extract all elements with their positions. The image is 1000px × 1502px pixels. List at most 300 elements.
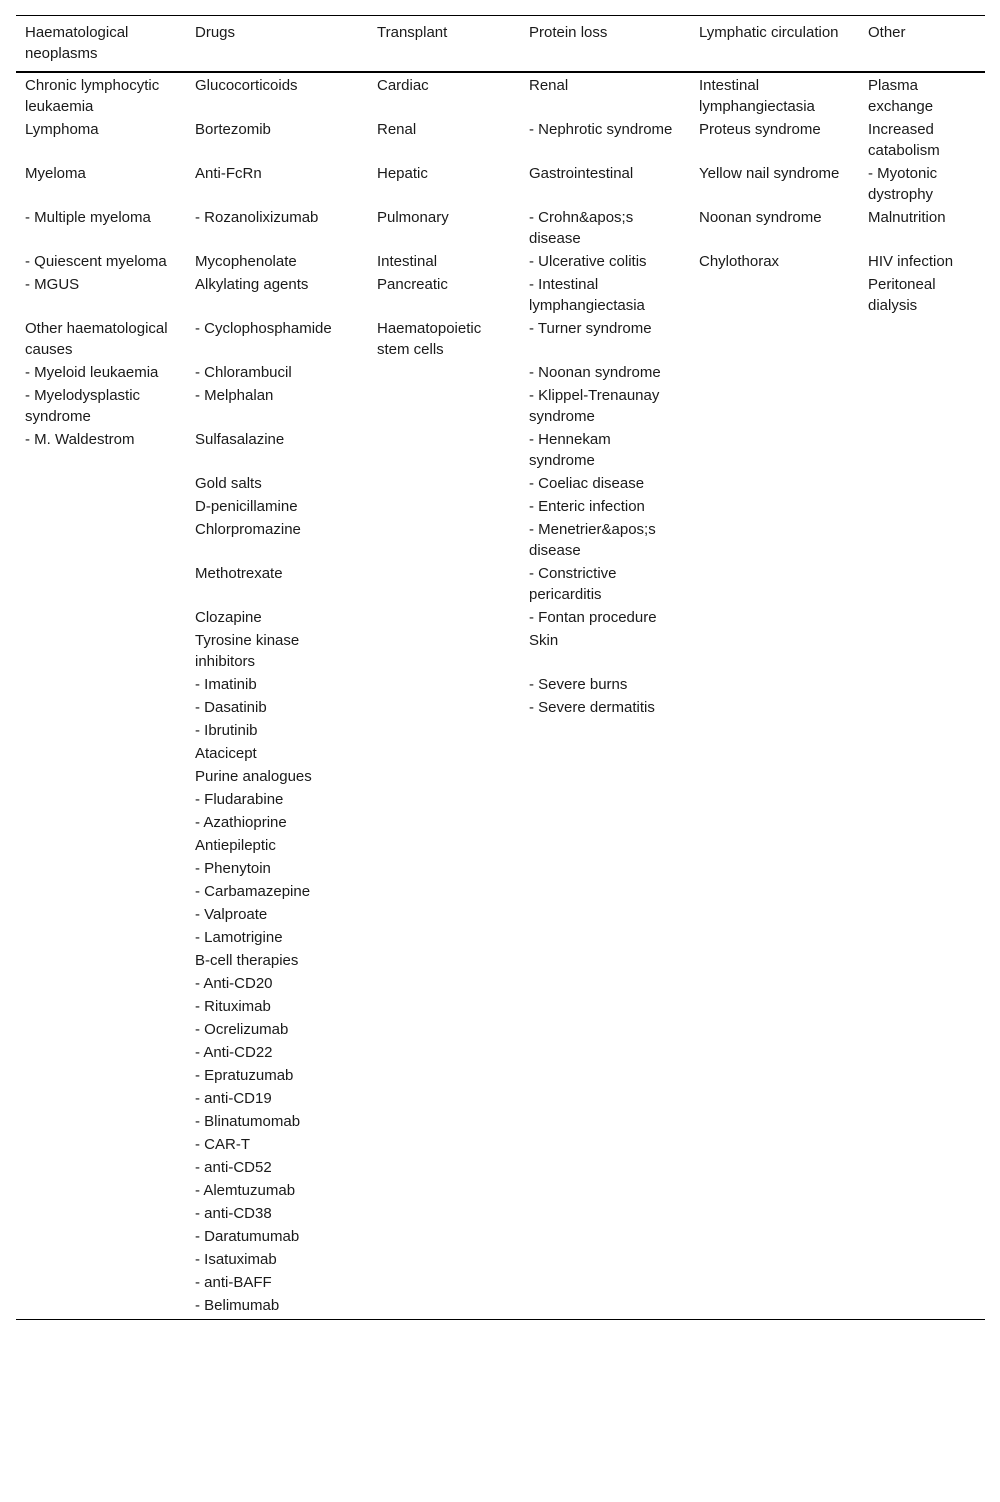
cell-protein-loss: - Intestinal lymphangiectasia [529,276,645,314]
cell-protein-loss: - Coeliac disease [529,475,645,492]
cell-haematological [16,673,186,696]
cell-transplant: Intestinal [377,253,438,270]
cell-transplant [368,562,520,606]
cell-lymphatic [690,880,859,903]
cell-transplant [368,811,520,834]
cell-protein-loss: - Severe dermatitis [529,699,655,716]
table-row [16,472,985,495]
cell-protein-loss [520,949,690,972]
table-row [16,1294,985,1320]
cell-haematological: - Myeloid leukaemia [25,364,159,381]
cell-lymphatic [690,1018,859,1041]
cell-drugs: - Isatuximab [195,1251,277,1268]
table-row [16,317,985,361]
cell-lymphatic [690,629,859,673]
cell-other: Peritoneal dialysis [868,276,936,314]
cell-lymphatic [690,788,859,811]
cell-transplant: Pulmonary [377,209,449,226]
cell-haematological: Myeloma [25,165,86,182]
cell-protein-loss: - Severe burns [529,676,628,693]
cell-protein-loss: - Enteric infection [529,498,645,515]
cell-transplant: Haematopoietic stem cells [377,320,482,358]
cell-other [859,1225,985,1248]
cell-transplant [368,472,520,495]
header-other: Other [868,24,906,41]
cell-lymphatic [690,742,859,765]
cell-other [859,834,985,857]
cell-lymphatic [690,428,859,472]
cell-lymphatic [690,606,859,629]
cell-transplant [368,995,520,1018]
cell-other [859,880,985,903]
cell-haematological [16,880,186,903]
cell-lymphatic [690,1248,859,1271]
cell-other [859,1133,985,1156]
cell-haematological [16,1225,186,1248]
cell-transplant [368,1248,520,1271]
cell-drugs: - Chlorambucil [195,364,292,381]
cell-haematological: Other haematological causes [25,320,168,358]
cell-protein-loss [520,1041,690,1064]
cell-lymphatic [690,1271,859,1294]
cell-transplant [368,949,520,972]
cell-drugs: - Cyclophosphamide [195,320,332,337]
cell-protein-loss: - Noonan syndrome [529,364,661,381]
cell-lymphatic [690,361,859,384]
table-row [16,1248,985,1271]
cell-lymphatic [690,834,859,857]
cell-transplant: Renal [377,121,417,138]
cell-haematological [16,472,186,495]
table-row [16,629,985,673]
cell-lymphatic [690,903,859,926]
cell-haematological [16,606,186,629]
cell-protein-loss: Renal [529,77,569,94]
cell-other [859,384,985,428]
cell-haematological: Chronic lymphocytic leukaemia [25,77,160,115]
cell-haematological [16,903,186,926]
cell-haematological [16,1248,186,1271]
cell-other [859,428,985,472]
table-row [16,1202,985,1225]
cell-other [859,1064,985,1087]
table-row [16,428,985,472]
cell-protein-loss [520,926,690,949]
cell-transplant [368,903,520,926]
cell-transplant [368,1087,520,1110]
header-row [16,16,985,73]
cell-drugs: - Dasatinib [195,699,267,716]
cell-lymphatic [690,1225,859,1248]
cell-lymphatic [690,1133,859,1156]
table-row [16,1041,985,1064]
table-row [16,834,985,857]
cell-other: - Myotonic dystrophy [868,165,938,203]
cell-other [859,1018,985,1041]
cell-haematological: - Myelodysplastic syndrome [25,387,141,425]
cell-lymphatic: Noonan syndrome [699,209,822,226]
cell-other [859,857,985,880]
cell-haematological: - M. Waldestrom [25,431,135,448]
cell-lymphatic [690,472,859,495]
cell-haematological [16,926,186,949]
cell-haematological [16,1294,186,1320]
cell-drugs: Purine analogues [195,768,312,785]
header-lymphatic-circulation: Lymphatic circulation [699,24,839,41]
cell-transplant [368,1133,520,1156]
cell-drugs: - Anti-CD22 [195,1044,273,1061]
cell-transplant [368,428,520,472]
cell-lymphatic: Yellow nail syndrome [699,165,840,182]
cell-haematological: - MGUS [25,276,80,293]
cell-drugs: Alkylating agents [195,276,309,293]
cell-lymphatic [690,811,859,834]
cell-other [859,1294,985,1320]
cell-protein-loss [520,1110,690,1133]
cell-lymphatic: Chylothorax [699,253,780,270]
table-row [16,518,985,562]
cell-lymphatic [690,765,859,788]
cell-drugs: Anti-FcRn [195,165,262,182]
cell-other [859,1248,985,1271]
cell-protein-loss: Gastrointestinal [529,165,634,182]
table-row [16,926,985,949]
cell-transplant [368,857,520,880]
table-row [16,495,985,518]
header-haematological-neoplasms: Haematological neoplasms [25,24,129,62]
cell-protein-loss: - Klippel-Trenaunay syndrome [529,387,660,425]
cell-drugs: Sulfasalazine [195,431,285,448]
cell-haematological [16,857,186,880]
cell-other [859,317,985,361]
cell-protein-loss: - Hennekam syndrome [529,431,611,469]
cell-haematological [16,1179,186,1202]
cell-transplant [368,742,520,765]
cell-haematological: Lymphoma [25,121,99,138]
cell-haematological: - Quiescent myeloma [25,253,167,270]
cell-haematological [16,949,186,972]
cell-transplant: Pancreatic [377,276,448,293]
cell-transplant [368,926,520,949]
cell-protein-loss [520,903,690,926]
table-row [16,880,985,903]
cell-drugs: - Phenytoin [195,860,271,877]
cell-transplant [368,719,520,742]
cell-transplant [368,765,520,788]
table-row [16,765,985,788]
cell-drugs: - Daratumumab [195,1228,300,1245]
cell-haematological [16,495,186,518]
cell-lymphatic [690,972,859,995]
cell-lymphatic [690,1087,859,1110]
cell-transplant [368,972,520,995]
cell-protein-loss [520,1294,690,1320]
cell-other: Plasma exchange [868,77,934,115]
cell-other [859,1087,985,1110]
cell-protein-loss: - Menetrier&apos;s disease [529,521,656,559]
table-row [16,384,985,428]
cell-other [859,972,985,995]
cell-drugs: Chlorpromazine [195,521,301,538]
cell-other [859,949,985,972]
cell-drugs: Methotrexate [195,565,283,582]
cell-protein-loss [520,834,690,857]
cell-transplant [368,1179,520,1202]
cell-protein-loss: - Nephrotic syndrome [529,121,673,138]
cell-other [859,1179,985,1202]
cell-drugs: - Carbamazepine [195,883,311,900]
cell-haematological [16,972,186,995]
cell-protein-loss [520,811,690,834]
cell-lymphatic [690,1156,859,1179]
cell-protein-loss [520,1271,690,1294]
cell-haematological [16,719,186,742]
cell-protein-loss [520,1156,690,1179]
cell-other [859,1202,985,1225]
cell-transplant [368,384,520,428]
cell-drugs: - anti-BAFF [195,1274,272,1291]
cell-transplant [368,606,520,629]
cell-haematological [16,1064,186,1087]
table-row [16,162,985,206]
cell-other [859,995,985,1018]
cell-transplant [368,1225,520,1248]
cell-protein-loss [520,1018,690,1041]
table-row [16,1271,985,1294]
cell-lymphatic [690,696,859,719]
cell-other [859,562,985,606]
table-row [16,250,985,273]
cell-other [859,629,985,673]
causes-table [16,15,985,1320]
cell-transplant: Hepatic [377,165,428,182]
table-row [16,1018,985,1041]
table-row [16,118,985,162]
cell-other [859,1110,985,1133]
header-drugs: Drugs [195,24,236,41]
cell-haematological [16,765,186,788]
cell-other [859,926,985,949]
cell-protein-loss [520,880,690,903]
cell-drugs: - Rituximab [195,998,271,1015]
cell-protein-loss [520,972,690,995]
table-row [16,719,985,742]
cell-lymphatic: Proteus syndrome [699,121,821,138]
cell-lymphatic [690,273,859,317]
cell-transplant [368,696,520,719]
cell-drugs: Glucocorticoids [195,77,298,94]
table-row [16,1087,985,1110]
cell-protein-loss [520,857,690,880]
cell-drugs: - Blinatumomab [195,1113,301,1130]
header-transplant: Transplant [377,24,448,41]
table-row [16,606,985,629]
table-body [16,72,985,1320]
cell-protein-loss: - Constrictive pericarditis [529,565,617,603]
cell-protein-loss [520,765,690,788]
cell-drugs: Bortezomib [195,121,271,138]
cell-drugs: Antiepileptic [195,837,276,854]
cell-protein-loss [520,788,690,811]
cell-transplant [368,1041,520,1064]
cell-protein-loss [520,1248,690,1271]
cell-lymphatic [690,857,859,880]
table-header [16,16,985,73]
cell-transplant: Cardiac [377,77,429,94]
table-row [16,811,985,834]
cell-drugs: D-penicillamine [195,498,298,515]
cell-drugs: - Valproate [195,906,268,923]
cell-lymphatic [690,1294,859,1320]
table-row [16,206,985,250]
cell-transplant [368,1156,520,1179]
cell-haematological [16,1271,186,1294]
cell-haematological [16,696,186,719]
cell-transplant [368,880,520,903]
cell-drugs: B-cell therapies [195,952,299,969]
cell-protein-loss [520,1202,690,1225]
cell-drugs: Tyrosine kinase inhibitors [195,632,300,670]
cell-drugs: - Azathioprine [195,814,287,831]
cell-drugs: - anti-CD52 [195,1159,272,1176]
table-row [16,1156,985,1179]
cell-drugs: - Lamotrigine [195,929,283,946]
cell-drugs: - anti-CD38 [195,1205,272,1222]
cell-lymphatic: Intestinal lymphangiectasia [699,77,815,115]
causes-table-container [16,15,985,1320]
cell-protein-loss: Skin [529,632,559,649]
cell-lymphatic [690,949,859,972]
cell-protein-loss: - Fontan procedure [529,609,657,626]
cell-protein-loss [520,1225,690,1248]
cell-protein-loss [520,1179,690,1202]
cell-haematological [16,1110,186,1133]
cell-haematological: - Multiple myeloma [25,209,151,226]
cell-lymphatic [690,926,859,949]
cell-transplant [368,629,520,673]
cell-drugs: - Ibrutinib [195,722,258,739]
cell-drugs: - Fludarabine [195,791,284,808]
table-row [16,972,985,995]
cell-other [859,606,985,629]
cell-other [859,903,985,926]
cell-drugs: Clozapine [195,609,262,626]
cell-haematological [16,788,186,811]
cell-lymphatic [690,1064,859,1087]
cell-protein-loss [520,1133,690,1156]
cell-transplant [368,1110,520,1133]
cell-lymphatic [690,1041,859,1064]
cell-lymphatic [690,495,859,518]
cell-haematological [16,995,186,1018]
cell-drugs: Gold salts [195,475,262,492]
cell-drugs: - Alemtuzumab [195,1182,296,1199]
cell-transplant [368,788,520,811]
cell-other: Malnutrition [868,209,946,226]
cell-protein-loss [520,1087,690,1110]
cell-other [859,742,985,765]
cell-other [859,673,985,696]
cell-transplant [368,361,520,384]
cell-drugs: - Rozanolixizumab [195,209,319,226]
cell-lymphatic [690,518,859,562]
cell-other [859,1041,985,1064]
cell-lymphatic [690,1179,859,1202]
cell-haematological [16,1156,186,1179]
cell-other [859,1271,985,1294]
cell-protein-loss: - Ulcerative colitis [529,253,647,270]
cell-transplant [368,1064,520,1087]
cell-haematological [16,742,186,765]
cell-transplant [368,1018,520,1041]
cell-haematological [16,629,186,673]
table-row [16,903,985,926]
cell-haematological [16,834,186,857]
cell-haematological [16,1133,186,1156]
cell-other [859,696,985,719]
cell-other [859,518,985,562]
cell-protein-loss [520,1064,690,1087]
cell-transplant [368,834,520,857]
cell-protein-loss [520,742,690,765]
cell-haematological [16,811,186,834]
table-row [16,788,985,811]
table-row [16,72,985,118]
cell-protein-loss: - Crohn&apos;s disease [529,209,634,247]
table-row [16,1064,985,1087]
cell-other [859,765,985,788]
table-row [16,1110,985,1133]
cell-haematological [16,1041,186,1064]
cell-haematological [16,562,186,606]
cell-drugs: Mycophenolate [195,253,297,270]
cell-other [859,495,985,518]
cell-drugs: - Anti-CD20 [195,975,273,992]
table-row [16,361,985,384]
table-row [16,742,985,765]
cell-lymphatic [690,1110,859,1133]
cell-other [859,719,985,742]
cell-drugs: - Ocrelizumab [195,1021,289,1038]
cell-transplant [368,495,520,518]
table-row [16,562,985,606]
cell-drugs: - CAR-T [195,1136,250,1153]
cell-haematological [16,1202,186,1225]
cell-transplant [368,1271,520,1294]
table-row [16,1179,985,1202]
cell-transplant [368,518,520,562]
cell-drugs: - Melphalan [195,387,274,404]
cell-lymphatic [690,384,859,428]
cell-other [859,788,985,811]
cell-protein-loss [520,995,690,1018]
cell-transplant [368,1294,520,1320]
cell-transplant [368,1202,520,1225]
cell-haematological [16,1018,186,1041]
cell-drugs: - Epratuzumab [195,1067,294,1084]
table-row [16,273,985,317]
cell-other: Increased catabolism [868,121,940,159]
table-row [16,696,985,719]
cell-drugs: - anti-CD19 [195,1090,272,1107]
cell-lymphatic [690,562,859,606]
cell-other: HIV infection [868,253,954,270]
table-row [16,673,985,696]
table-row [16,857,985,880]
table-row [16,1133,985,1156]
header-protein-loss: Protein loss [529,24,608,41]
cell-drugs: Atacicept [195,745,257,762]
